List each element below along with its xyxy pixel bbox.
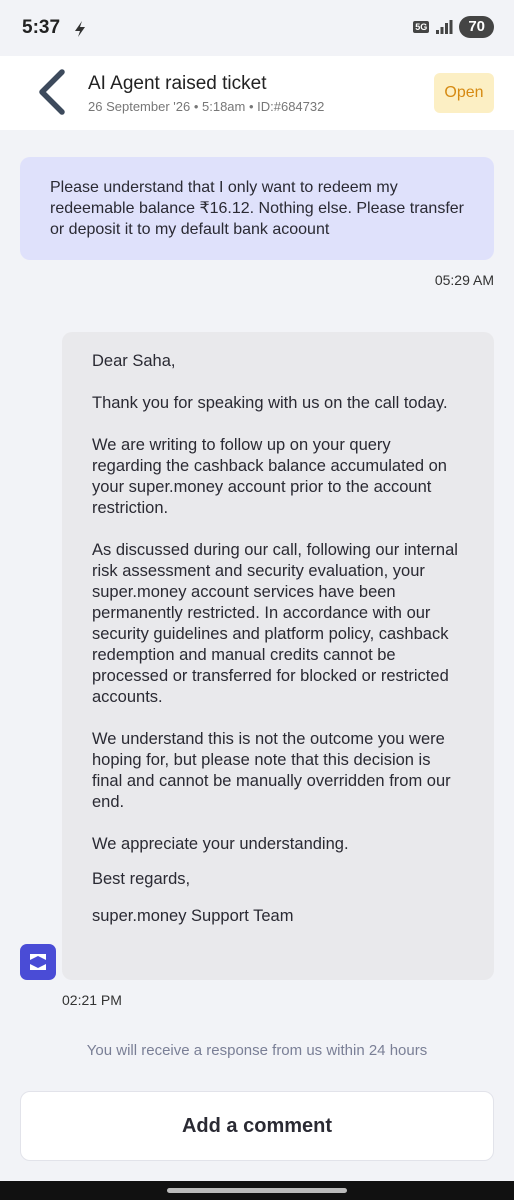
agent-message-paragraph: Dear Saha,: [92, 352, 176, 370]
ticket-title: AI Agent raised ticket: [88, 73, 267, 94]
user-message-time: 05:29 AM: [434, 272, 494, 288]
status-time: 5:37: [22, 17, 61, 38]
super-money-logo-icon: [26, 950, 50, 974]
add-comment-button[interactable]: Add a comment: [20, 1091, 494, 1161]
back-button[interactable]: [30, 68, 74, 116]
agent-message-paragraph: We appreciate your understanding.: [92, 835, 349, 853]
agent-message-paragraph: Thank you for speaking with us on the call today.: [92, 394, 448, 412]
ticket-status-badge: Open: [434, 73, 494, 113]
battery-indicator: 70: [459, 16, 494, 38]
agent-message-bubble: [62, 332, 494, 980]
ticket-header: [0, 56, 514, 130]
home-gesture-handle[interactable]: [167, 1188, 347, 1193]
response-time-note: You will receive a response from us within 24 hours: [86, 1042, 428, 1059]
signal-icon: [435, 19, 453, 35]
agent-message-signature: super.money Support Team: [92, 907, 294, 925]
agent-avatar: [20, 944, 56, 980]
flash-icon: [72, 20, 88, 38]
ticket-meta: 26 September '26 • 5:18am • ID:#684732: [88, 99, 325, 114]
system-nav-bar: [0, 1181, 514, 1200]
agent-message-time: 02:21 PM: [62, 992, 122, 1008]
agent-message-paragraph: Best regards,: [92, 870, 191, 888]
agent-message-paragraph: We are writing to follow up on your query regarding the cashback balance accumulated on your super.money account prior to the account restriction.: [92, 436, 447, 517]
status-bar: [0, 0, 514, 56]
chevron-left-icon: [37, 69, 67, 115]
network-badge: 5G: [415, 22, 428, 32]
status-icons: [413, 16, 494, 38]
user-message-bubble: Please understand that I only want to redeem my redeemable balance ₹16.12. Nothing else. Please transfer or deposit it to my default bank acoount: [20, 157, 494, 260]
agent-message-paragraph: We understand this is not the outcome you were hoping for, but please note that this decision is final and cannot be manually overridden from our end.: [92, 730, 451, 811]
agent-message-paragraph: As discussed during our call, following our internal risk assessment and security evaluation, your super.money account services have been permanently restricted. In accordance with our security guidelines and platform policy, cashback redemption and manual credits cannot be processed or transferred for blocked or restricted accounts.: [92, 541, 458, 706]
